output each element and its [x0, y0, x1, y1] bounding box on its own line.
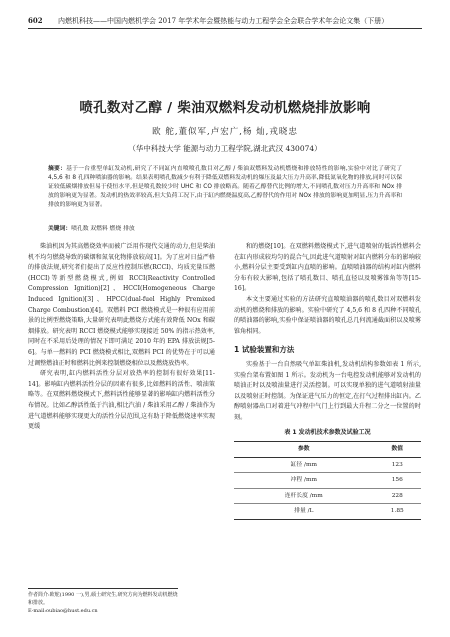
table-cell: 连杆长度 /mm: [284, 492, 323, 499]
table-cell: 123: [391, 461, 403, 468]
table-cell: 1.85: [390, 508, 404, 515]
table-row: [234, 488, 421, 504]
table-row: [234, 504, 421, 520]
table-header-param: 参数: [297, 446, 310, 453]
engine-parameter-table: [234, 441, 421, 520]
abstract-label: 摘要：: [48, 166, 67, 172]
table-row: [234, 473, 421, 489]
table-cell: 缸径 /mm: [290, 461, 317, 468]
left-column: [28, 242, 215, 433]
page-number: 602: [28, 16, 43, 25]
section-heading: 1 试验装置和方法: [234, 345, 295, 355]
running-title: 内燃机科技——中国内燃机学会 2017 年学术年会暨热能与动力工程学会全会联合学术年会论文集（下册）: [58, 17, 389, 25]
intro-paragraph-1: 柴油机因为其高燃烧效率而被广泛用作现代交通的动力,但是柴油机不均匀燃烧导致的碳烟和氮氧化物排放较高[1]。为了应对日益严格的排放法规,研究者们提出了反应性控制压燃(RCCI)、均质充量压燃(HCCI)等新型燃烧模式,例如 RCCI(Reactivity Controlled Compression Ignition)[2]、HCCI(Homogeneous Charge Induced Ignition)[3]、HPCC(dual-fuel Highly Premixed Charge Combustion)[4]。双燃料 PCI 燃烧模式是一种很有应用前景的比例型燃烧策略,大量研究表明此燃烧方式能有效降低 NOx 和碳烟排放。研究表明 RCCI 燃烧模式能够实现接近 50% 的指示热效率,同时在不采用后处理的情况下即可满足 2010 年的 EPA 排放法规[5-6]。与单一燃料的 PCI 燃烧模式相比,双燃料 PCI 的优势在于可以通过调整燃油正时和燃料比例来控制燃烧相位以及燃烧放热率。: [28, 243, 215, 367]
method-paragraph: 实验基于一台自然吸气单缸柴油机,发动机结构参数如表 1 所示,实验台架布置如图 1 所示。发动机为一台电控发动机能够对发动机的喷油正时以及喷油量进行灵活控制。可以实现单独的进气道喷射油量以及喷射正时控制。为保证进气压力的恒定,在打气过程排出缸内。乙醇喷射器出口对着进气冲程中气门上行到最大升程二分之一位置的时刻。: [234, 360, 421, 421]
abstract: [48, 165, 402, 210]
table-cell: 156: [391, 477, 403, 484]
footnote-bio: 作者简介:欧舵(1990 一),男,硕士研究生,研究方向为燃料发动机燃烧和排放。: [28, 592, 178, 606]
abstract-text: 基于一台重型单缸发动机,研究了不同缸内直喷喷孔数目对乙醇 / 柴油双燃料发动机燃烧和排放特性的影响,实验中对比了研究了 4,5,6 和 8 孔四种喷油器的影响。结果表明喷孔数减少有利于降低双燃料发动机的爆压及最大压力升高率,降低氮氧化物的排放,同时可以保证较低碳烟排放但易于使恒水平,但是喷孔数较少时 UHC 和 CO 排放略高。随着乙醇替代比例的增大,不同喷孔数对压力升高率和 NOx 排放的影响更为显著。发动机的热效率较高,但大负荷工况下,由于缸内燃烧温度高,乙醇替代的作用对 NOx 排放的影响更加明显,压力升高率和排放的影响更为显著。: [48, 166, 402, 208]
table-header-row: [234, 442, 421, 458]
author-footnote: [28, 588, 178, 615]
paper-title: 喷孔数对乙醇 / 柴油双燃料发动机燃烧排放影响: [79, 100, 371, 116]
intro-paragraph-3: 和的燃烧[10]。在双燃料燃烧模式下,进气道喷射的低活性燃料会在缸内形成较均匀的混合气,因此进气道喷射对缸内燃料分布的影响较小,燃料分层主要受到缸内直喷的影响。直喷喷油器的结构对缸内燃料分布有较大影响,包括了喷孔数目、喷孔直径以及喷雾锥角等等[15-16]。: [234, 243, 421, 293]
table-cell: 排量 /L: [294, 508, 314, 515]
footnote-email: E-mail:oubiao@hust.edu.cn: [28, 608, 98, 614]
affiliation: （华中科技大学 能源与动力工程学院,湖北武汉 430074）: [128, 144, 322, 153]
keywords-label: 关键词：: [48, 226, 72, 232]
table-cell: 冲程 /mm: [290, 477, 317, 484]
table-row: [234, 457, 421, 473]
table-header-value: 数值: [391, 446, 404, 453]
intro-paragraph-2: 研究表明,缸内燃料活性分层对放热率的控制有很好效果[11-14]。影响缸内燃料活性分层的因素有很多,比如燃料的活性、喷油策略等。在双燃料燃烧模式下,燃料活性能够显著的影响缸内燃料活性分布情况。比如乙醇活性低于汽油,相比汽油 / 柴油采用乙醇 / 柴油作为进气道燃料能够实现更大的活性分层范围,这有助于降低燃烧速率实现更缓: [28, 370, 215, 431]
page-header: [28, 14, 422, 29]
keywords: [48, 225, 402, 234]
table-caption: 表 1 发动机技术参数及试验工况: [284, 428, 371, 436]
author-list: 欧 舵,董似军,卢宏广,杨 灿,戎晓忠: [152, 127, 298, 137]
keywords-text: 喷孔数 双燃料 燃烧 排放: [71, 226, 135, 232]
table-cell: 228: [391, 492, 403, 499]
right-column: [234, 242, 421, 520]
intro-paragraph-4: 本文主要通过实验的方法研究直喷喷油器的喷孔数目对双燃料发动机的燃烧和排放的影响。实验中研究了 4,5,6 和 8 孔四种不同喷孔的喷油器的影响,实验中保证喷油器的喷孔总几何流通截面积以及喷雾锥角相同。: [234, 295, 421, 335]
